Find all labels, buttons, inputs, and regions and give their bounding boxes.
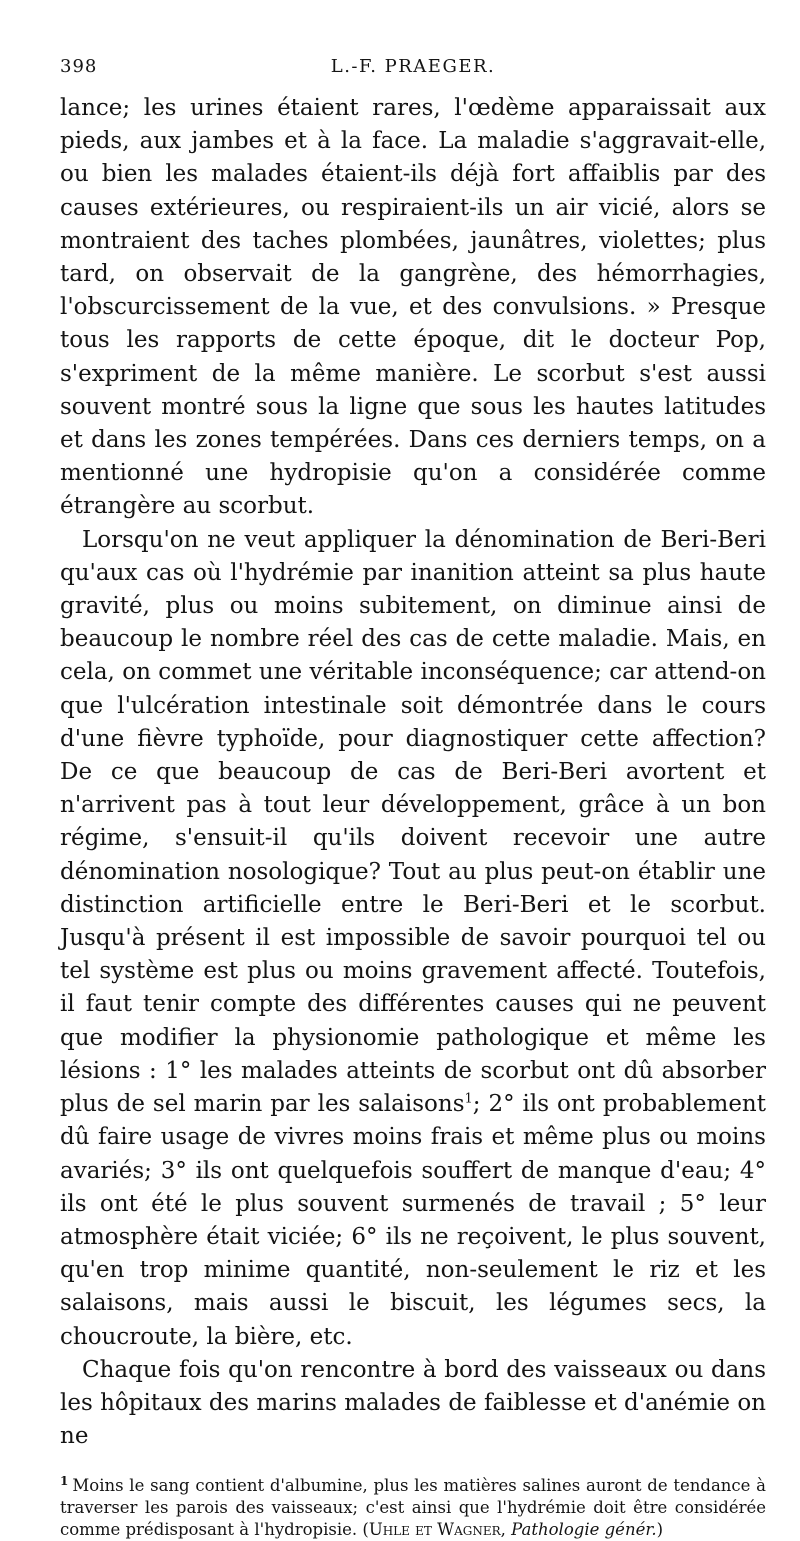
paragraph-3: Chaque fois qu'on rencontre à bord des vaisseaux ou dans les hôpitaux des marins malades de faiblesse et d'anémie on ne [60, 1356, 766, 1450]
paragraph-2 [60, 524, 766, 1354]
running-head [60, 52, 766, 92]
footnote-mark: 1 [60, 1473, 69, 1488]
footnote [60, 1475, 766, 1541]
page-number: 398 [60, 56, 98, 77]
paragraph-2-text-start: Lorsqu'on ne veut appliquer la dénomination de Beri-Beri qu'aux cas où l'hydrémie par inanition atteint sa plus haute gravité, plus ou moins subitement, on diminue ainsi de beaucoup le nombre réel des cas de cette maladie. Mais, en cela, on commet une véritable inconséquence; car attend-on que l'ulcération intestinale soit démontrée dans le cours d'une fièvre typhoïde, pour diagnostiquer cette affection? De ce que beaucoup de cas de Beri-Beri avortent et n'arrivent pas à tout leur développement, grâce à un bon régime, s'ensuit-il qu'ils doivent recevoir une autre dénomination nosologique? Tout au plus peut-on établir une distinction artificielle entre le Beri-Beri et le scorbut. Jusqu'à présent il est impossible de savoir pourquoi tel ou tel système est plus ou moins gravement affecté. Toutefois, il faut tenir compte des différentes causes qui ne peuvent que modifier la physionomie pathologique et même les lésions : 1° les malades atteints de scorbut ont dû absorber plus de sel marin par les salaisons [60, 526, 766, 1118]
running-title: L.-F. PRAEGER. [330, 56, 496, 77]
paragraph-1: lance; les urines étaient rares, l'œdème apparaissait aux pieds, aux jambes et à la face. La maladie s'aggravait-elle, ou bien les malades étaient-ils déjà fort affaiblis par des causes extérieures, ou respiraient-ils un air vicié, alors se montraient des taches plombées, jaunâtres, violettes; plus tard, on observait de la gangrène, des hémorrhagies, l'obscurcissement de la vue, et des convulsions. » Presque tous les rapports de cette époque, dit le docteur Pop, s'expriment de la même manière. Le scorbut s'est aussi souvent montré sous la ligne que sous les hautes latitudes et dans les zones tempérées. Dans ces derniers temps, on a mentionné une hydropisie qu'on a considérée comme étrangère au scorbut. [60, 95, 766, 520]
footnote-separator: , [500, 1520, 512, 1540]
footnote-text: Moins le sang contient d'albumine, plus les matières salines auront de tendance à traverser les parois des vaisseaux; c'est ainsi que l'hydrémie doit être considérée comme prédisposant à l'hydropisie. ( [60, 1476, 766, 1540]
paragraph-2-text-end: ; 2° ils ont probablement dû faire usage de vivres moins frais et même plus ou moins avariés; 3° ils ont quelquefois souffert de manque d'eau; 4° ils ont été le plus souvent surmenés de travail ; 5° leur atmosphère était viciée; 6° ils ne reçoivent, le plus souvent, qu'en trop minime quantité, non-seulement le riz et les salaisons, mais aussi le biscuit, les légumes secs, la choucroute, la bière, etc. [60, 1091, 766, 1350]
footnote-closing: ) [656, 1520, 664, 1540]
footnote-reference: 1 [464, 1091, 473, 1107]
body-text [60, 92, 766, 1453]
footnote-work-title: Pathologie génér. [511, 1520, 657, 1540]
book-page [60, 52, 766, 1541]
footnote-authors: Uhle et Wagner [368, 1520, 501, 1540]
